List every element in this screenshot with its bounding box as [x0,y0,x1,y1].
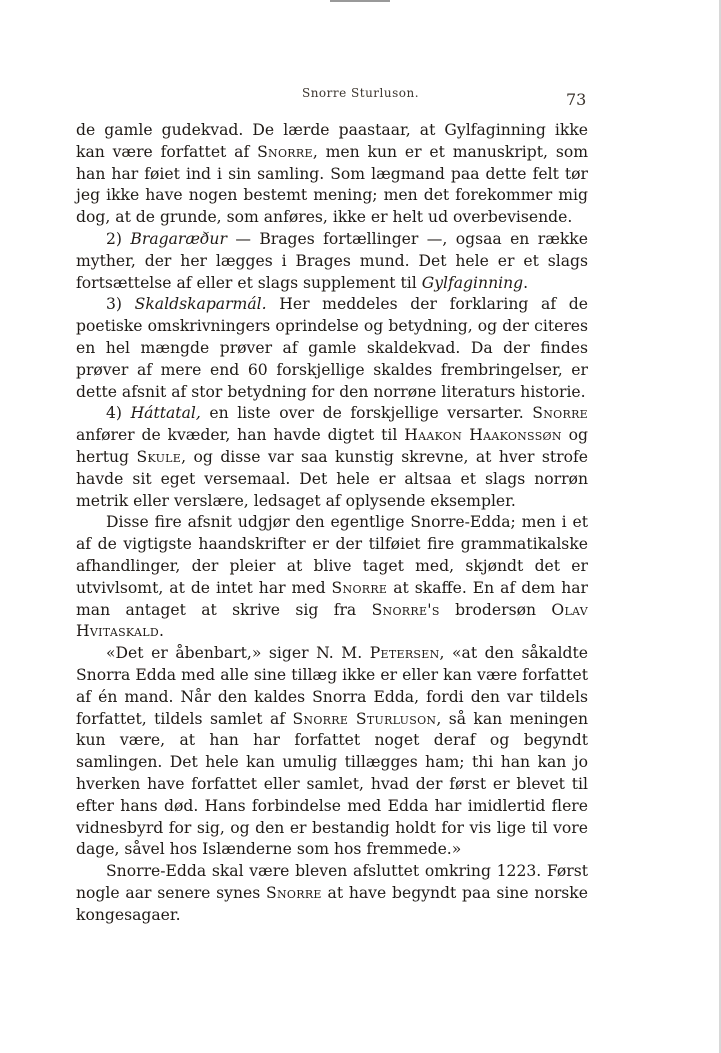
paragraph-6-quote: «Det er åbenbart,» siger N. M. Petersen, «at den såkaldte Snorra Edda med alle sine tillæg ikke er eller kan være forfattet af én mand. Når den kaldes Snorra Edda, fordi den var tildels forfattet, tildels samlet af Snorre Sturluson, så kan meningen kun være, at han har forfattet noget deraf og begyndt samlingen. Det hele kan umulig tillægges ham; thi han kan jo hverken have forfattet eller samlet, hvad der først er blevet til efter hans død. Hans forbindelse med Edda har imidlertid flere vidnesbyrd for sig, og den er bestandig holdt for vis lige til vore dage, såvel hos Islænderne som hos fremmede.» [76,644,588,859]
top-edge-rule [330,0,390,2]
section-title-bragaraedur: Bragaræður [130,229,227,248]
ref-gylfaginning: Gylfaginning [421,273,524,292]
name-snorre: Snorre [532,404,588,423]
paragraph-1: de gamle gudekvad. De lærde paastaar, at Gylfaginning ikke kan være forfattet af Snorre, men kun er et manuskript, som han har føiet ind i sin samling. Som lægmand paa dette felt tør jeg ikke have nogen bestemt mening; men det forekommer mig dog, at de grunde, som anføres, ikke er helt ud overbevisende. [76,121,589,227]
name-skule: Skule [136,447,182,466]
section-title-skaldskaparmal: Skaldskaparmál. [134,295,267,314]
running-title: Snorre Sturluson. [301,86,420,100]
paragraph-2-bragaraedur: 2) Bragaræður — Brages fortællinger —, ogsaa en række myther, der her lægges i Brages mund. Det hele er et slags fortsættelse af eller et slags supplement til Gylfaginning. [76,229,588,292]
paragraph-7: Snorre-Edda skal være bleven afsluttet omkring 1223. Først nogle aar senere synes Snorre at have begyndt paa sine norske kongesagaer. [76,862,588,924]
name-snorre: Snorre [331,578,388,597]
body-text [76,120,588,926]
paragraph-4-hattatal: 4) Háttatal, en liste over de forskjellige versarter. Snorre anfører de kvæder, han havde digtet til Haakon Haakonssøn og hertug Skule, og disse var saa kunstig skrevne, at hver strofe havde sit eget versemaal. Det hele er altsaa et slags norrøn metrik eller verslære, ledsaget af oplysende eksempler. [76,404,588,510]
section-title-hattatal: Háttatal, [130,404,201,423]
name-snorre: Snorre [257,142,313,161]
name-snorre: Snorre [266,883,322,902]
name-petersen: Petersen [369,644,440,663]
name-snorre-sturluson: Snorre Sturluson [292,709,437,728]
page-number: 73 [566,90,587,109]
paragraph-3-skaldskaparmal: 3) Skaldskaparmál. Her meddeles der forklaring af de poetiske omskrivningers oprindelse og betydning, og der citeres en hel mængde prøver af gamle skaldekvad. Da der findes prøver af mere end 60 forskjellige skaldes frembringelser, er dette afsnit af stor betydning for den norrøne literaturs historie. [76,295,588,401]
paragraph-5: Disse fire afsnit udgjør den egentlige Snorre-Edda; men i et af de vigtigste haandskrifter er der tilføiet fire grammatikalske afhandlinger, der pleier at blive taget med, skjøndt det er utvivlsomt, at de intet har med Snorre at skaffe. En af dem har man antaget at skrive sig fra Snorre's brodersøn Olav Hvitaskald. [76,513,588,641]
name-olav-hvitaskald: Olav Hvitaskald [76,600,588,641]
name-haakon: Haakon Haakonssøn [404,426,562,445]
name-snorres: Snorre's [371,600,440,619]
